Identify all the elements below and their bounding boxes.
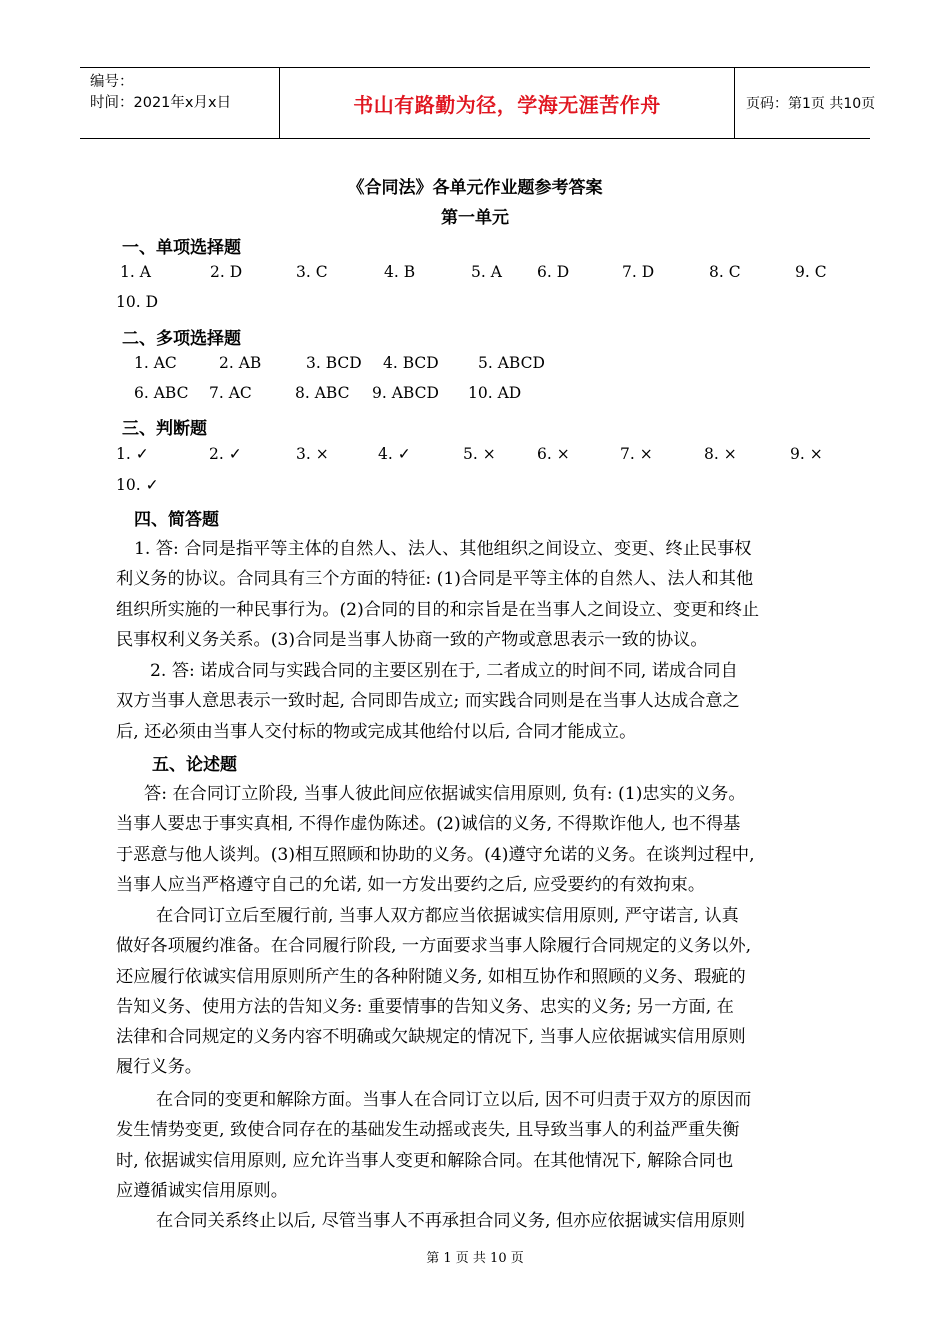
answer-item: 5. × [463,445,496,463]
answer-item: 1. ✓ [116,445,149,463]
text-line: 做好各项履约准备。在合同履行阶段, 一方面要求当事人除履行合同规定的义务以外, [116,936,752,957]
answer-item: 4. BCD [383,354,439,372]
section-multi-choice: 二、多项选择题 [122,329,241,349]
text-line: 1. 答: 合同是指平等主体的自然人、法人、其他组织之间设立、变更、终止民事权 [134,539,752,559]
text-line: 履行义务。 [116,1057,202,1078]
answer-item: 6. ABC [134,384,189,402]
page-footer: 第 1 页 共 10 页 [426,1251,524,1266]
single-choice-row-2 [0,293,950,315]
text-line: 发生情势变更, 致使合同存在的基础发生动摇或丧失, 且导致当事人的利益严重失衡 [116,1120,740,1141]
text-line: 民事权利义务关系。(3)合同是当事人协商一致的产物或意思表示一致的协议。 [116,629,708,650]
judgement-row-2 [0,476,950,498]
answer-item: 4. ✓ [378,445,411,463]
answer-item: 9. ABCD [372,384,439,402]
motto: 书山有路勤为径，学海无涯苦作舟 [280,68,735,138]
text-line: 时, 依据诚实信用原则, 应允许当事人变更和解除合同。在其他情况下, 解除合同也 [116,1150,734,1171]
answer-item: 7. D [622,263,655,281]
answer-item: 3. × [296,445,329,463]
section-single-choice: 一、单项选择题 [122,238,241,258]
answer-item: 5. ABCD [478,354,545,372]
multi-choice-row-1 [0,354,950,376]
answer-item: 8. ABC [295,384,350,402]
text-line: 应遵循诚实信用原则。 [116,1180,288,1201]
multi-choice-row-2 [0,384,950,406]
answer-item: 10. AD [468,384,522,402]
judgement-row-1 [0,445,950,467]
text-line: 答: 在合同订立阶段, 当事人彼此间应依据诚实信用原则, 负有: (1)忠实的义务。 [144,784,746,804]
short-answer-1 [116,534,838,655]
single-choice-row-1 [0,263,950,285]
answer-item: 10. D [116,293,159,311]
essay-paragraph-2 [116,901,838,1083]
answer-item: 9. C [795,263,827,281]
answer-item: 3. BCD [306,354,362,372]
unit-title: 第一单元 [441,208,509,228]
text-line: 于恶意与他人谈判。(3)相互照顾和协助的义务。(4)遵守允诺的义务。在谈判过程中, [116,844,755,865]
section-essay: 五、论述题 [152,755,237,775]
answer-item: 8. C [709,263,741,281]
text-line: 法律和合同规定的义务内容不明确或欠缺规定的情况下, 当事人应依据诚实信用原则 [116,1027,746,1048]
text-line: 组织所实施的一种民事行为。(2)合同的目的和宗旨是在当事人之间设立、变更和终止 [116,599,760,620]
page-label: 页码：第1页 共10页 [746,96,876,112]
essay-paragraph-4 [116,1206,838,1236]
answer-item: 3. C [296,263,328,281]
answer-item: 2. ✓ [209,445,242,463]
answer-item: 7. × [620,445,653,463]
answer-item: 5. A [471,263,502,281]
answer-item: 1. A [120,263,151,281]
text-line: 在合同关系终止以后, 尽管当事人不再承担合同义务, 但亦应依据诚实信用原则 [156,1211,746,1231]
time-label: 时间：2021年x月x日 [90,95,232,111]
document-title: 《合同法》各单元作业题参考答案 [347,178,603,198]
answer-item: 1. AC [134,354,177,372]
answer-item: 8. × [704,445,737,463]
answer-item: 4. B [384,263,416,281]
text-line: 2. 答: 诺成合同与实践合同的主要区别在于, 二者成立的时间不同, 诺成合同自 [150,661,738,681]
answer-item: 7. AC [209,384,252,402]
text-line: 在合同的变更和解除方面。当事人在合同订立以后, 因不可归责于双方的原因而 [156,1090,752,1110]
answer-item: 6. D [537,263,570,281]
page-header [80,67,876,139]
answer-item: 9. × [790,445,823,463]
text-line: 当事人要忠于事实真相, 不得作虚伪陈述。(2)诚信的义务, 不得欺诈他人, 也不得基 [116,814,741,835]
essay-paragraph-1 [116,779,838,900]
answer-item: 10. ✓ [116,476,159,494]
text-line: 后, 还必须由当事人交付标的物或完成其他给付以后, 合同才能成立。 [116,721,637,742]
short-answer-2 [116,656,838,747]
essay-paragraph-3 [116,1085,838,1206]
header-info-cell [80,68,280,138]
section-short-answer: 四、简答题 [134,510,219,530]
text-line: 在合同订立后至履行前, 当事人双方都应当依据诚实信用原则, 严守诺言, 认真 [156,906,739,926]
text-line: 还应履行依诚实信用原则所产生的各种附随义务, 如相互协作和照顾的义务、瑕疵的 [116,966,746,987]
answer-item: 2. D [210,263,243,281]
answer-item: 2. AB [219,354,262,372]
text-line: 当事人应当严格遵守自己的允诺, 如一方发出要约之后, 应受要约的有效拘束。 [116,874,706,895]
text-line: 告知义务、使用方法的告知义务: 重要情事的告知义务、忠实的义务; 另一方面, 在 [116,996,734,1017]
number-label: 编号： [90,74,134,90]
answer-item: 6. × [537,445,570,463]
text-line: 利义务的协议。合同具有三个方面的特征: (1)合同是平等主体的自然人、法人和其他 [116,569,754,590]
text-line: 双方当事人意思表示一致时起, 合同即告成立; 而实践合同则是在当事人达成合意之 [116,691,740,712]
section-judgement: 三、判断题 [122,419,207,439]
